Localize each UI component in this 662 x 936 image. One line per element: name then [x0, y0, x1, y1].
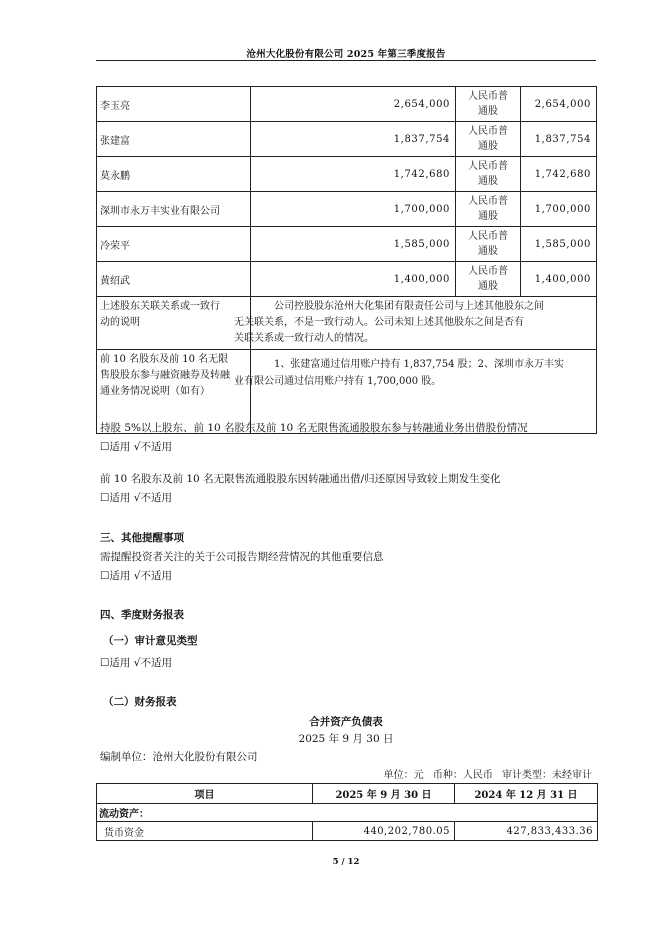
lending-title: 持股 5%以上股东、前 10 名股东及前 10 名无限售流通股股东参与转融通业务出借股份情况 — [100, 422, 528, 434]
note-text-line: 1、张建富通过信用账户持有 1,837,754 股；2、深圳市永万丰实 — [274, 359, 564, 370]
share-class-line: 人民币普 — [468, 91, 508, 102]
note-text-line: 关联关系或一致行动人的情况。 — [234, 333, 374, 344]
statement-meta: 单位：元 币种：人民币 审计类型：未经审计 — [383, 770, 592, 781]
balance-sheet-table — [96, 783, 598, 841]
share-quantity: 1,700,000 — [521, 192, 597, 227]
shares-held: 1,585,000 — [251, 227, 456, 262]
preparer: 编制单位：沧州大化股份有限公司 — [100, 751, 258, 763]
shareholder-name: 冷荣平 — [97, 227, 251, 262]
col-header-item: 项目 — [97, 784, 313, 804]
table-row — [97, 157, 597, 192]
other-reminders-heading: 三、其他提醒事项 — [100, 532, 184, 544]
shareholder-name: 黄绍武 — [97, 262, 251, 297]
share-class-line: 通股 — [478, 141, 498, 152]
shareholder-name: 深圳市永万丰实业有限公司 — [97, 192, 251, 227]
shareholders-table — [96, 86, 597, 434]
other-reminders-text: 需提醒投资者关注的关于公司报告期经营情况的其他重要信息 — [100, 551, 384, 563]
share-class-line: 通股 — [478, 281, 498, 292]
prior-value: 427,833,433.36 — [455, 822, 598, 841]
note-label-line: 售股股东参与融资融券及转融 — [100, 370, 230, 381]
shares-held: 1,837,754 — [251, 122, 456, 157]
related-party-note-row — [97, 297, 597, 350]
share-quantity: 1,585,000 — [521, 227, 597, 262]
balance-sheet-date: 2025 年 9 月 30 日 — [298, 733, 394, 745]
other-reminders-applicability: ☐适用 √不适用 — [100, 570, 172, 582]
share-class — [456, 87, 521, 122]
table-row — [97, 262, 597, 297]
related-party-label — [97, 297, 251, 350]
financial-statements-heading: 四、季度财务报表 — [100, 609, 184, 621]
table-row — [97, 192, 597, 227]
col-header-current: 2025 年 9 月 30 日 — [313, 784, 455, 804]
share-class-line: 通股 — [478, 246, 498, 257]
note-label-line: 通业务情况说明（如有） — [100, 386, 210, 397]
section-row — [97, 804, 598, 822]
statements-heading: （二）财务报表 — [103, 696, 177, 708]
shareholder-name: 李玉亮 — [97, 87, 251, 122]
share-quantity: 1,742,680 — [521, 157, 597, 192]
share-class-line: 人民币普 — [468, 266, 508, 277]
table-row — [97, 822, 598, 841]
audit-opinion-heading: （一）审计意见类型 — [103, 635, 198, 647]
table-row — [97, 227, 597, 262]
share-class — [456, 192, 521, 227]
share-class-line: 通股 — [478, 211, 498, 222]
share-class — [456, 157, 521, 192]
shares-held: 1,700,000 — [251, 192, 456, 227]
table-row — [97, 87, 597, 122]
share-class-line: 通股 — [478, 176, 498, 187]
report-header-title: 沧州大化股份有限公司 2025 年第三季度报告 — [246, 49, 446, 60]
related-party-text — [234, 297, 597, 350]
note-label-line: 动的说明 — [100, 317, 140, 328]
line-item: 货币资金 — [97, 822, 313, 841]
share-class-line: 人民币普 — [468, 126, 508, 137]
col-header-prior: 2024 年 12 月 31 日 — [455, 784, 598, 804]
balance-sheet-title: 合并资产负债表 — [309, 716, 383, 728]
page-number: 5 / 12 — [332, 857, 360, 867]
table-header-row — [97, 784, 598, 804]
note-label-line: 前 10 名股东及前 10 名无限 — [100, 354, 229, 365]
share-class-line: 人民币普 — [468, 161, 508, 172]
share-class-line: 人民币普 — [468, 231, 508, 242]
lending-applicability: ☐适用 √不适用 — [100, 441, 172, 453]
change-title: 前 10 名股东及前 10 名无限售流通股股东因转融通出借/归还原因导致较上期发生变化 — [100, 473, 501, 485]
shares-held: 1,742,680 — [251, 157, 456, 192]
current-value: 440,202,780.05 — [313, 822, 455, 841]
share-class-line: 人民币普 — [468, 196, 508, 207]
note-text-line: 无关联关系，不是一致行动人。公司未知上述其他股东之间是否有 — [234, 317, 524, 328]
change-applicability: ☐适用 √不适用 — [100, 492, 172, 504]
share-quantity: 1,837,754 — [521, 122, 597, 157]
share-quantity: 2,654,000 — [521, 87, 597, 122]
share-class — [456, 262, 521, 297]
shares-held: 2,654,000 — [251, 87, 456, 122]
share-class — [456, 227, 521, 262]
section-current-assets: 流动资产： — [97, 804, 598, 822]
shareholder-name: 张建富 — [97, 122, 251, 157]
shares-held: 1,400,000 — [251, 262, 456, 297]
header-divider — [96, 60, 596, 61]
share-class-line: 通股 — [478, 106, 498, 117]
audit-opinion-applicability: ☐适用 √不适用 — [100, 657, 172, 669]
shareholder-name: 莫永鹏 — [97, 157, 251, 192]
note-text-line: 公司控股股东沧州大化集团有限责任公司与上述其他股东之间 — [274, 301, 544, 312]
note-text-line: 业有限公司通过信用账户持有 1,700,000 股。 — [234, 376, 442, 387]
share-class — [456, 122, 521, 157]
share-quantity: 1,400,000 — [521, 262, 597, 297]
table-row — [97, 122, 597, 157]
note-label-line: 上述股东关联关系或一致行 — [100, 301, 220, 312]
